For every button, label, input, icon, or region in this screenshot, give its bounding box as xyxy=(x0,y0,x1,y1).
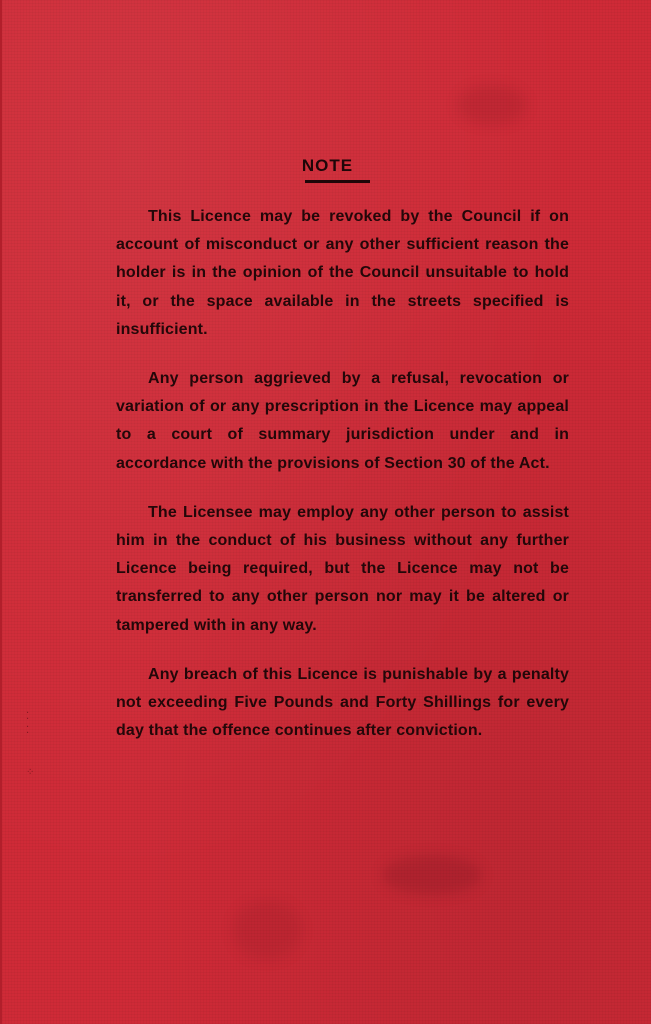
paragraph-appeal: Any person aggrieved by a refusal, revocation or variation of or any prescription in the Licence may appeal to a court of summary jurisdiction under and in accordance with the provisions of Section 30 of the Act. xyxy=(116,370,569,472)
ink-stain xyxy=(232,900,302,960)
edge-wear-mark: ⁚ ⁚ ⁘ xyxy=(26,711,35,778)
note-body xyxy=(116,203,569,766)
ink-stain xyxy=(457,85,527,125)
paragraph-employment: The Licensee may employ any other person to assist him in the conduct of his business without any further Licence being required, but the Licence may not be transferred to any other person nor may it be altered or tampered with in any way. xyxy=(116,503,569,634)
note-heading: NOTE xyxy=(301,156,354,175)
heading-underline xyxy=(305,180,370,183)
paragraph-penalty: Any breach of this Licence is punishable by a penalty not exceeding Five Pounds and Forty Shillings for every day that the offence continues after conviction. xyxy=(116,665,569,740)
paragraph-revocation: This Licence may be revoked by the Council if on account of misconduct or any other sufficient reason the holder is in the opinion of the Council unsuitable to hold it, or the space available in the streets specified is insufficient. xyxy=(116,208,569,338)
ink-stain xyxy=(382,855,482,895)
